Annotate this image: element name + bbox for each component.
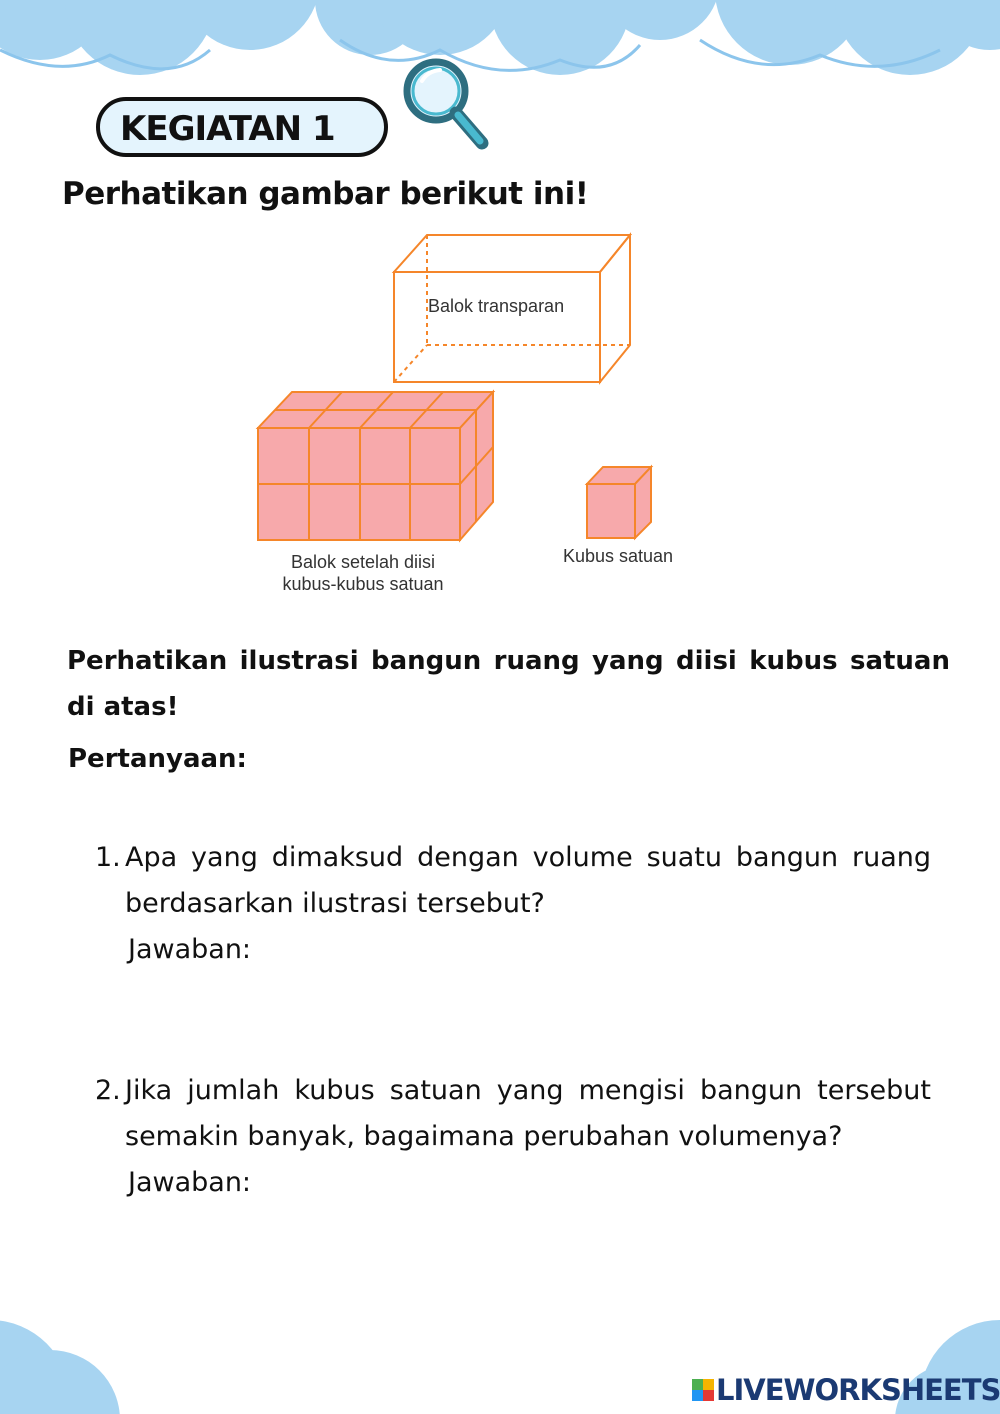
magnifier-icon — [400, 55, 492, 155]
question-text: Apa yang dimaksud dengan volume suatu bangun ruang berdasarkan ilustrasi tersebut? — [125, 842, 931, 919]
question-number: 2. — [95, 1075, 121, 1106]
brand-name: LIVEWORKSHEETS — [716, 1373, 1000, 1407]
questions-heading: Pertanyaan: — [68, 744, 247, 774]
filled-box — [258, 392, 493, 540]
question-1 — [95, 835, 931, 973]
volume-illustration — [210, 222, 730, 602]
question-2 — [95, 1068, 931, 1206]
label-transparent-box: Balok transparan — [428, 296, 565, 316]
liveworksheets-logo — [692, 1372, 1000, 1408]
answer-label: Jawaban: — [128, 1167, 252, 1198]
question-number: 1. — [95, 842, 121, 873]
activity-badge — [96, 97, 388, 157]
label-unit-cube: Kubus satuan — [562, 546, 674, 566]
label-filled-box-line2: kubus-kubus satuan — [282, 574, 444, 594]
instruction-heading: Perhatikan gambar berikut ini! — [62, 176, 589, 212]
question-text: Jika jumlah kubus satuan yang mengisi bangun tersebut semakin banyak, bagaimana perubahan volumenya? — [125, 1075, 931, 1152]
label-filled-box-line1: Balok setelah diisi — [290, 552, 436, 572]
unit-cube — [587, 467, 651, 538]
answer-label: Jawaban: — [128, 934, 252, 965]
logo-mark-icon — [692, 1379, 714, 1401]
activity-badge-text: KEGIATAN 1 — [120, 109, 335, 149]
instruction-paragraph: Perhatikan ilustrasi bangun ruang yang diisi kubus satuan di atas! — [67, 646, 950, 722]
